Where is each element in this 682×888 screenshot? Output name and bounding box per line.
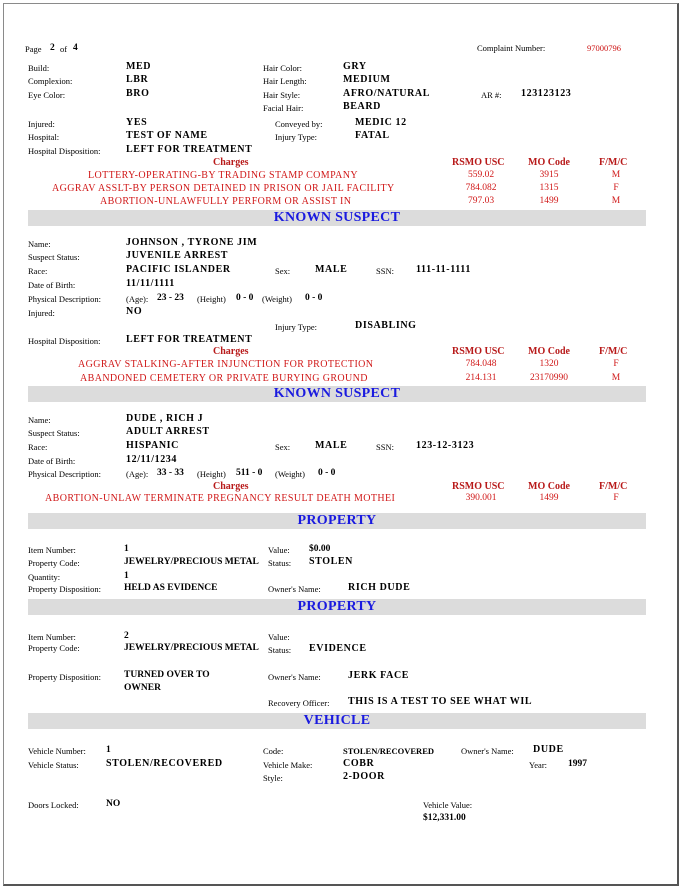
page-of-label: of [60,44,68,54]
charge-mo-code: 1320 [539,359,559,369]
quantity-label: Quantity: [28,572,61,582]
suspect-weight: 0 - 0 [318,468,336,478]
charge-fmc: M [611,373,621,383]
property-code-label: Property Code: [28,558,80,568]
injury-type-label: Injury Type: [275,322,317,332]
charge-description: LOTTERY-OPERATING-BY TRADING STAMP COMPANY [88,170,359,181]
vehicle-year: 1997 [568,759,587,769]
property-disposition-line1: TURNED OVER TO [124,670,210,680]
facial-hair-label: Facial Hair: [263,103,304,113]
vehicle-number: 1 [106,745,111,755]
vehicle-status-label: Vehicle Status: [28,760,79,770]
vehicle-make-label: Vehicle Make: [263,760,313,770]
weight-label: (Weight) [275,469,305,479]
name-label: Name: [28,239,51,249]
suspect-age: 23 - 23 [157,293,184,303]
property-code: JEWELRY/PRECIOUS METAL [124,643,259,653]
rsmo-header: RSMO USC [452,346,505,357]
fmc-header: F/M/C [599,157,628,168]
sex-label: Sex: [275,442,291,452]
recovery-officer: THIS IS A TEST TO SEE WHAT WIL [348,696,533,707]
suspect-status-label: Suspect Status: [28,252,80,262]
vehicle-value: $12,331.00 [423,813,466,823]
page-label: Page [25,44,42,54]
charge-description: AGGRAV STALKING-AFTER INJUNCTION FOR PROTECTION [78,359,374,370]
owners-name-label: Owner's Name: [268,584,321,594]
race-label: Race: [28,266,48,276]
charge-rsmo: 784.048 [465,359,497,369]
status-label: Status: [268,645,292,655]
hair-length-value: MEDIUM [343,74,391,85]
charge-fmc: F [613,183,619,193]
section-title: PROPERTY [297,513,377,528]
vehicle-value-label: Vehicle Value: [423,800,473,810]
section-title: VEHICLE [303,713,371,728]
physical-description-label: Physical Description: [28,294,101,304]
owners-name-label: Owner's Name: [268,672,321,682]
charge-fmc: F [613,493,619,503]
suspect-height: 511 - 0 [236,468,263,478]
conveyed-label: Conveyed by: [275,119,323,129]
ssn-label: SSN: [376,266,394,276]
age-label: (Age): [126,294,149,304]
hospital-value: TEST OF NAME [126,130,208,141]
status-label: Status: [268,558,292,568]
charge-mo-code: 3915 [539,170,559,180]
charge-mo-code: 1315 [539,183,559,193]
ar-label: AR #: [481,90,502,100]
fmc-header: F/M/C [599,481,628,492]
vehicle-style-label: Style: [263,773,283,783]
ar-value: 123123123 [521,88,572,99]
property-value: $0.00 [309,544,331,554]
property-disposition: HELD AS EVIDENCE [124,583,218,593]
sex-label: Sex: [275,266,291,276]
weight-label: (Weight) [262,294,292,304]
charge-fmc: M [611,170,621,180]
charge-description: AGGRAV ASSLT-BY PERSON DETAINED IN PRISON OR JAIL FACILITY [52,183,395,194]
vehicle-section-header [28,713,646,729]
mo-code-header: MO Code [528,346,570,357]
hospital-disposition-label: Hospital Disposition: [28,146,101,156]
item-number: 2 [124,631,129,641]
property-disposition-label: Property Disposition: [28,672,101,682]
property-code: JEWELRY/PRECIOUS METAL [124,557,259,567]
mo-code-header: MO Code [528,157,570,168]
fmc-header: F/M/C [599,346,628,357]
physical-description-label: Physical Description: [28,469,101,479]
charge-mo-code: 1499 [539,196,559,206]
known-suspect-section-header [28,210,646,226]
charge-rsmo: 214.131 [465,373,497,383]
conveyed-value: MEDIC 12 [355,117,407,128]
suspect-ssn: 111-11-1111 [416,264,471,275]
property-quantity: 1 [124,571,129,581]
vehicle-owner-label: Owner's Name: [461,746,514,756]
doors-locked: NO [106,799,121,809]
item-number-label: Item Number: [28,545,76,555]
vehicle-code: STOLEN/RECOVERED [343,746,435,756]
rsmo-header: RSMO USC [452,481,505,492]
property-owner: RICH DUDE [348,582,411,593]
vehicle-number-label: Vehicle Number: [28,746,86,756]
complexion-label: Complexion: [28,76,73,86]
complexion-value: LBR [126,74,149,85]
suspect-hospital-disposition: LEFT FOR TREATMENT [126,334,253,345]
charge-description: ABANDONED CEMETERY OR PRIVATE BURYING GROUND [80,373,368,384]
suspect-sex: MALE [315,440,348,451]
hair-color-value: GRY [343,61,367,72]
injury-type-value: FATAL [355,130,390,141]
property-status: STOLEN [309,556,353,567]
suspect-status: ADULT ARREST [126,426,210,437]
charge-mo-code: 23170990 [530,373,568,383]
injured-label: Injured: [28,308,55,318]
property-section-header [28,599,646,615]
race-label: Race: [28,442,48,452]
vehicle-year-label: Year: [529,760,548,770]
property-disposition-label: Property Disposition: [28,584,101,594]
charge-rsmo: 390.001 [465,493,497,503]
suspect-weight: 0 - 0 [305,293,323,303]
charge-description: ABORTION-UNLAW TERMINATE PREGNANCY RESULT DEATH MOTHEI [45,493,396,504]
charge-mo-code: 1499 [539,493,559,503]
charge-rsmo: 559.02 [467,170,495,180]
rsmo-header: RSMO USC [452,157,505,168]
charges-header: Charges [213,157,249,168]
charge-fmc: F [613,359,619,369]
charge-rsmo: 797.03 [467,196,495,206]
vehicle-owner: DUDE [533,744,564,755]
hair-color-label: Hair Color: [263,63,302,73]
suspect-name: JOHNSON , TYRONE JIM [126,237,258,248]
height-label: (Height) [197,469,226,479]
vehicle-style: 2-DOOR [343,771,385,782]
charge-description: ABORTION-UNLAWFULLY PERFORM OR ASSIST IN [100,196,352,207]
section-title: KNOWN SUSPECT [273,386,401,401]
doors-locked-label: Doors Locked: [28,800,79,810]
suspect-sex: MALE [315,264,348,275]
name-label: Name: [28,415,51,425]
charges-header: Charges [213,481,249,492]
charges-header: Charges [213,346,249,357]
suspect-status: JUVENILE ARREST [126,250,229,261]
property-code-label: Property Code: [28,643,80,653]
recovery-officer-label: Recovery Officer: [268,698,330,708]
eye-color-label: Eye Color: [28,90,66,100]
injury-type-label: Injury Type: [275,132,317,142]
vehicle-status: STOLEN/RECOVERED [106,758,223,769]
known-suspect-section-header [28,386,646,402]
facial-hair-value: BEARD [343,101,382,112]
hair-style-value: AFRO/NATURAL [343,88,431,99]
property-section-header [28,513,646,529]
item-number-label: Item Number: [28,632,76,642]
item-number: 1 [124,544,129,554]
vehicle-make: COBR [343,758,375,769]
page-total: 4 [73,43,78,53]
hospital-disposition-label: Hospital Disposition: [28,336,101,346]
build-value: MED [126,61,152,72]
suspect-height: 0 - 0 [236,293,254,303]
dob-label: Date of Birth: [28,280,76,290]
vehicle-code-label: Code: [263,746,284,756]
hospital-label: Hospital: [28,132,60,142]
eye-color-value: BRO [126,88,150,99]
section-title: KNOWN SUSPECT [273,210,401,225]
suspect-injury-type: DISABLING [355,320,417,331]
ssn-label: SSN: [376,442,394,452]
complaint-number-label: Complaint Number: [477,43,546,53]
charge-rsmo: 784.082 [465,183,497,193]
dob-label: Date of Birth: [28,456,76,466]
page-number: 2 [50,43,55,53]
hospital-disposition-value: LEFT FOR TREATMENT [126,144,253,155]
section-title: PROPERTY [297,599,377,614]
height-label: (Height) [197,294,226,304]
suspect-race: HISPANIC [126,440,179,451]
value-label: Value: [268,632,290,642]
suspect-dob: 12/11/1234 [126,454,178,465]
age-label: (Age): [126,469,149,479]
mo-code-header: MO Code [528,481,570,492]
property-status: EVIDENCE [309,643,367,654]
suspect-status-label: Suspect Status: [28,428,80,438]
build-label: Build: [28,63,50,73]
charge-fmc: M [611,196,621,206]
hair-length-label: Hair Length: [263,76,307,86]
value-label: Value: [268,545,290,555]
injured-value: YES [126,117,148,128]
suspect-dob: 11/11/1111 [126,278,175,289]
suspect-race: PACIFIC ISLANDER [126,264,231,275]
hair-style-label: Hair Style: [263,90,301,100]
suspect-age: 33 - 33 [157,468,184,478]
suspect-ssn: 123-12-3123 [416,440,475,451]
injured-label: Injured: [28,119,55,129]
suspect-name: DUDE , RICH J [126,413,204,424]
property-owner: JERK FACE [348,670,410,681]
property-disposition-line2: OWNER [124,683,161,693]
complaint-number: 97000796 [587,43,621,53]
suspect-injured: NO [126,306,143,317]
